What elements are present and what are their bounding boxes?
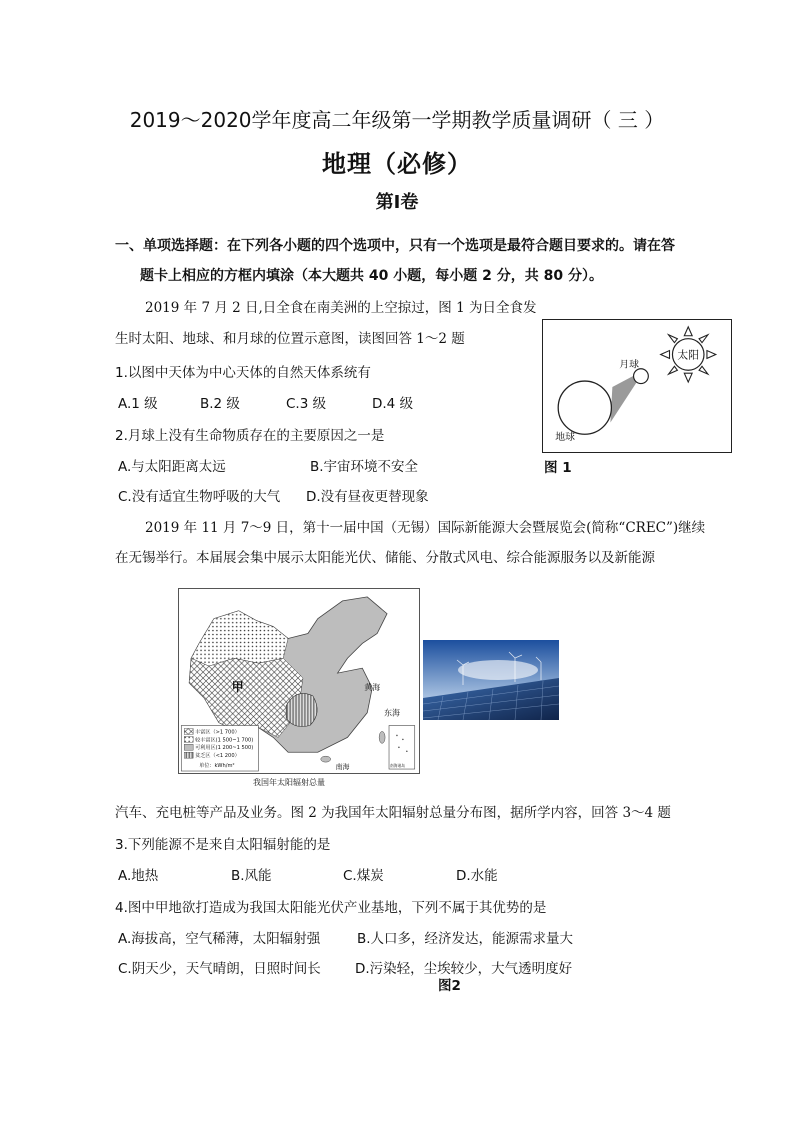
figure2-solar-radiation-map [178,588,420,774]
section-heading-line1: 一、单项选择题：在下列各小题的四个选项中，只有一个选项是最符合题目要求的。请在答 [115,238,675,254]
map-title: 我国年太阳辐射总量 [253,778,325,787]
q1-option-a[interactable]: A.1 级 [118,396,158,412]
earth-icon [558,381,611,434]
q3-option-a[interactable]: A.地热 [118,868,159,884]
q1-option-d[interactable]: D.4 级 [372,396,414,412]
q1-stem: 1.以图中天体为中心天体的自然天体系统有 [115,365,371,381]
q3-option-b[interactable]: B.风能 [231,868,272,884]
q4-option-a[interactable]: A.海拔高，空气稀薄，太阳辐射强 [118,931,321,947]
q2-option-c[interactable]: C.没有适宜生物呼吸的大气 [118,489,281,505]
q2-stem: 2.月球上没有生命物质存在的主要原因之一是 [115,428,385,444]
q4-option-c[interactable]: C.阴天少，天气晴朗，日照时间长 [118,961,321,977]
q3-stem: 3.下列能源不是来自太阳辐射能的是 [115,837,331,853]
south-sea-inset [389,726,415,770]
legend-unit: 单位：kWh/m² [199,763,235,770]
subject-title: 地理（必修） [322,150,472,178]
q4-option-d[interactable]: D.污染轻，尘埃较少，大气透明度好 [355,961,573,977]
volume-title: 第Ⅰ卷 [375,192,419,213]
sun-label: 太阳 [677,348,700,362]
q1-option-b[interactable]: B.2 级 [200,396,240,412]
legend-rich: 丰富区（>1 700） [195,729,240,736]
section-heading-line2: 题卡上相应的方框内填涂（本大题共 40 小题，每小题 2 分，共 80 分）。 [140,268,603,284]
figure1-caption: 图 1 [544,460,572,476]
passage2-line1: 2019 年 11 月 7～9 日，第十一届中国（无锡）国际新能源大会暨展览会(简称“CREC”)继续 [145,520,706,536]
exam-title: 2019～2020学年度高二年级第一学期教学质量调研（ 三 ） [129,108,665,132]
q4-stem: 4.图中甲地欲打造成为我国太阳能光伏产业基地，下列不属于其优势的是 [115,900,547,916]
q3-option-c[interactable]: C.煤炭 [343,868,384,884]
legend-fairly-rich: 较丰富区(1 500~1 700) [195,737,254,744]
moon-icon [634,369,649,384]
q3-option-d[interactable]: D.水能 [456,868,498,884]
q2-option-a[interactable]: A.与太阳距离太远 [118,459,226,475]
q2-option-b[interactable]: B.宇宙环境不安全 [310,459,419,475]
q2-option-d[interactable]: D.没有昼夜更替现象 [306,489,429,505]
passage1-line2: 生时太阳、地球、和月球的位置示意图，读图回答 1～2 题 [115,331,465,347]
region-jia-label: 甲 [231,679,244,694]
inset-label: 南海诸岛 [390,764,406,769]
figure2-caption: 图2 [438,978,461,994]
passage2-line2: 在无锡举行。本届展会集中展示太阳能光伏、储能、分散式风电、综合能源服务以及新能源 [115,550,655,566]
legend-usable: 可利用区(1 200~1 500) [195,745,254,752]
passage1-line1: 2019 年 7 月 2 日,日全食在南美洲的上空掠过，图 1 为日全食发 [145,300,537,316]
q1-option-c[interactable]: C.3 级 [286,396,327,412]
east-sea-label: 东海 [384,708,400,718]
q4-option-b[interactable]: B.人口多，经济发达，能源需求量大 [357,931,574,947]
earth-label: 地球 [555,432,575,444]
moon-label: 月球 [619,359,639,371]
passage2-line3: 汽车、充电桩等产品及业务。图 2 为我国年太阳辐射总量分布图，据所学内容，回答 3～4 题 [115,805,671,821]
solar-panel-photo [423,640,559,720]
legend-poor: 贫乏区（<1 200） [195,753,240,760]
figure1-eclipse-diagram [542,319,732,453]
yellow-sea-label: 黄海 [364,682,381,692]
south-sea-label: 南海 [335,763,350,772]
